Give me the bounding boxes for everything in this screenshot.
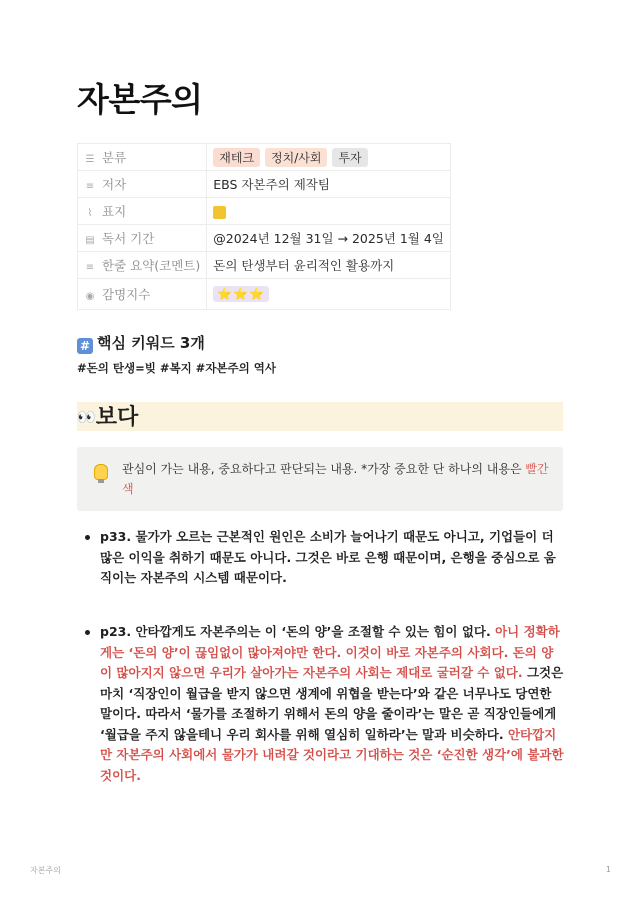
lightbulb-icon bbox=[94, 464, 108, 480]
property-name: 표지 bbox=[102, 204, 127, 219]
property-name: 독서 기간 bbox=[102, 231, 155, 246]
text-icon: ≡ bbox=[85, 181, 95, 192]
select-icon: ◉ bbox=[85, 291, 95, 302]
property-row bbox=[78, 279, 451, 310]
property-row bbox=[78, 225, 451, 252]
text-icon: ≡ bbox=[85, 262, 95, 273]
list-item: p23. 안타깝게도 자본주의는 이 ‘돈의 양’을 조절할 수 있는 힘이 없다. 아니 정확하게는 ‘돈의 양’이 끊임없이 많아져야만 한다. 이것이 바로 자본주의 사회다. 돈의 양이 많아지지 않으면 우리가 살아가는 자본주의 사회는 제대로 굴러갈 수 없다. 그것은 마치 ‘직장인이 월급을 받지 않으면 생계에 위협을 받는다’와 같은 너무나도 당연한 말이다. 따라서 ‘물가를 조절하기 위해서 돈의 양을 줄이라’는 말은 곧 직장인들에게 ‘월급을 주지 않을테니 우리 회사를 위해 열심히 일하라’는 말과 비슷하다. 안타깝지만 자본주의 사회에서 물가가 내려갈 것이라고 기대하는 것은 ‘순진한 생각’에 불과한 것이다. bbox=[100, 622, 564, 786]
cover-value[interactable] bbox=[207, 198, 451, 225]
section-heading: 👀보다 bbox=[77, 405, 139, 430]
footer-title: 자본주의 bbox=[30, 866, 61, 875]
keywords-heading: # 핵심 키워드 3개 bbox=[77, 332, 205, 354]
tag[interactable]: 투자 bbox=[332, 148, 367, 167]
rating-stars[interactable]: ⭐⭐⭐ bbox=[213, 286, 269, 302]
callout bbox=[77, 447, 563, 511]
author-value[interactable]: EBS 자본주의 제작팀 bbox=[207, 171, 451, 198]
impression-value[interactable] bbox=[207, 279, 451, 310]
cover-thumbnail[interactable] bbox=[213, 206, 226, 219]
property-row bbox=[78, 252, 451, 279]
property-name: 한줄 요약(코멘트) bbox=[102, 258, 201, 273]
property-name: 감명지수 bbox=[102, 287, 151, 302]
properties-table bbox=[77, 143, 451, 310]
tag[interactable]: 정치/사회 bbox=[265, 148, 327, 167]
property-name: 저자 bbox=[102, 177, 127, 192]
tag[interactable]: 재테크 bbox=[213, 148, 260, 167]
summary-value[interactable]: 돈의 탄생부터 윤리적인 활용까지 bbox=[207, 252, 451, 279]
calendar-icon: ▤ bbox=[85, 235, 95, 246]
page-title: 자본주의 bbox=[77, 80, 203, 119]
property-row bbox=[78, 198, 451, 225]
hash-icon: # bbox=[77, 338, 93, 354]
keywords-text: #돈의 탄생=빚 #복지 #자본주의 역사 bbox=[77, 361, 276, 375]
list-item: p33. 물가가 오르는 근본적인 원인은 소비가 늘어나기 때문도 아니고, 기업들이 더 많은 이익을 취하기 때문도 아니다. 그것은 바로 은행 때문이며, 은행을 중심으로 움직이는 자본주의 시스템 때문이다. bbox=[100, 527, 564, 589]
property-row bbox=[78, 171, 451, 198]
eyes-icon: 👀 bbox=[77, 408, 94, 426]
paperclip-icon: ⌇ bbox=[87, 208, 93, 219]
property-name: 분류 bbox=[102, 150, 127, 165]
section-highlight bbox=[77, 402, 563, 431]
property-row bbox=[78, 144, 451, 171]
reading-period-value[interactable]: @2024년 12월 31일 → 2025년 1월 4일 bbox=[207, 225, 451, 252]
page-number: 1 bbox=[605, 865, 611, 874]
list-icon: ☰ bbox=[85, 154, 95, 165]
category-tags[interactable] bbox=[207, 144, 451, 171]
callout-text: 관심이 가는 내용, 중요하다고 판단되는 내용. *가장 중요한 단 하나의 내용은 빨간색 bbox=[122, 462, 549, 496]
